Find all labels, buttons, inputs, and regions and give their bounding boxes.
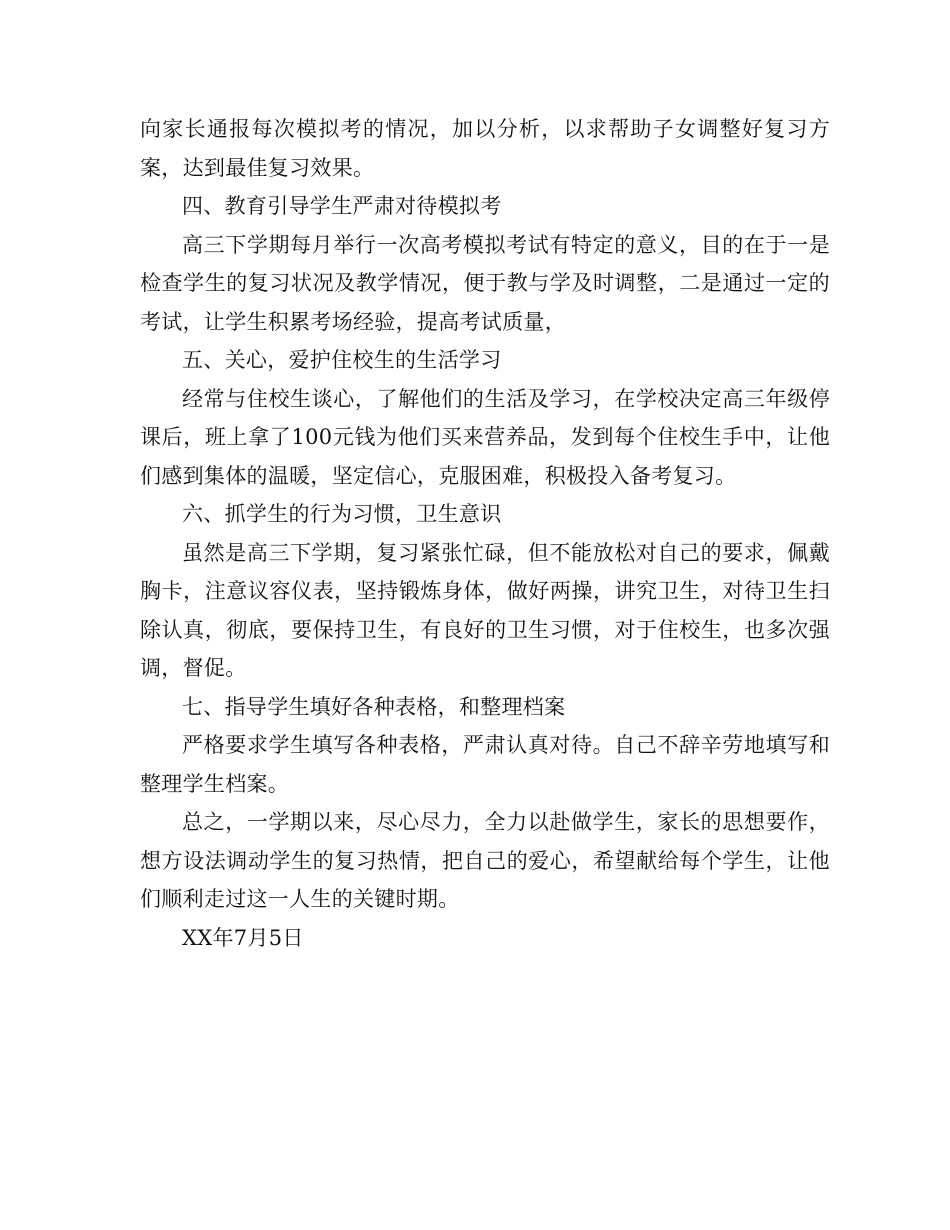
paragraph-continuation: 向家长通报每次模拟考的情况，加以分析，以求帮助子女调整好复习方案，达到最佳复习效果。 bbox=[140, 117, 830, 180]
paragraph-habits-hygiene: 虽然是高三下学期，复习紧张忙碌，但不能放松对自己的要求，佩戴胸卡，注意议容仪表，坚持锻炼身体，做好两操，讲究卫生，对待卫生扫除认真，彻底，要保持卫生，有良好的卫生习惯，对于住校生，也多次强调，督促。 bbox=[140, 540, 830, 680]
section-heading-7: 七、指导学生填好各种表格，和整理档案 bbox=[182, 694, 566, 719]
section-heading-6: 六、抓学生的行为习惯，卫生意识 bbox=[182, 502, 502, 526]
paragraph-summary: 总之，一学期以来，尽心尽力，全力以赴做学生，家长的思想要作，想方设法调动学生的复习热情，把自己的爱心，希望献给每个学生，让他们顺利走过这一人生的关键时期。 bbox=[140, 810, 830, 911]
paragraph-mock-exams: 高三下学期每月举行一次高考模拟考试有特定的意义，目的在于一是检查学生的复习状况及教学情况，便于教与学及时调整，二是通过一定的考试，让学生积累考场经验，提高考试质量， bbox=[140, 232, 830, 334]
document-date: XX年7月5日 bbox=[182, 925, 304, 950]
paragraph-forms-archives: 严格要求学生填写各种表格，严肃认真对待。自己不辞辛劳地填写和整理学生档案。 bbox=[140, 733, 830, 796]
section-heading-5: 五、关心，爱护住校生的生活学习 bbox=[182, 348, 502, 372]
section-heading-4: 四、教育引导学生严肃对待模拟考 bbox=[182, 194, 502, 218]
document-body bbox=[140, 110, 830, 957]
paragraph-boarding-students: 经常与住校生谈心，了解他们的生活及学习，在学校决定高三年级停课后，班上拿了100元钱为他们买来营养品，发到每个住校生手中，让他们感到集体的温暖，坚定信心，克服困难，积极投入备考复习。 bbox=[140, 386, 830, 488]
